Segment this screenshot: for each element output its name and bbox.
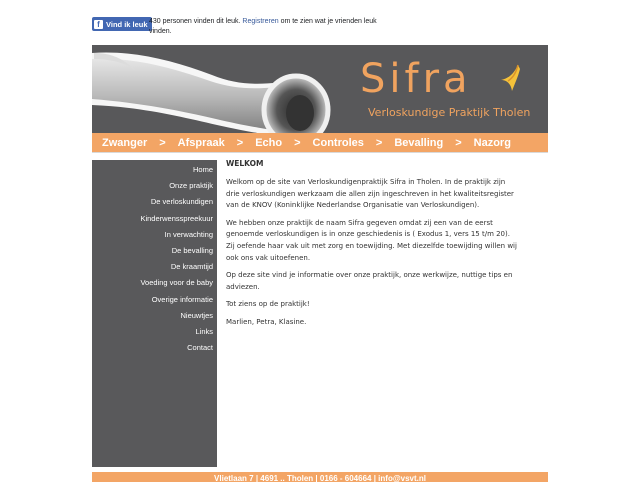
nav-item-nazorg[interactable]: Nazorg bbox=[473, 136, 511, 149]
header-banner bbox=[92, 45, 548, 133]
nav-item-bevalling[interactable]: Bevalling bbox=[394, 136, 444, 149]
sidebar-item-onze-praktijk[interactable]: Onze praktijk bbox=[169, 181, 213, 191]
sidebar-item-kinderwensspreekuur[interactable]: Kinderwensspreekuur bbox=[140, 213, 213, 223]
logo-subtitle: Verloskundige Praktijk Tholen bbox=[368, 106, 531, 119]
nav-separator: > bbox=[375, 136, 383, 149]
content-paragraph: Marlien, Petra, Klasine. bbox=[226, 317, 307, 326]
nav-item-zwanger[interactable]: Zwanger bbox=[102, 136, 148, 149]
footer bbox=[92, 472, 548, 482]
sidebar-item-links[interactable]: Links bbox=[195, 326, 213, 336]
sidebar-item-home[interactable]: Home bbox=[192, 165, 213, 174]
facebook-register-link[interactable]: Registreren bbox=[242, 18, 279, 25]
content-paragraph: Welkom op de site van Verloskundigenpraktijk Sifra in Tholen. In de praktijk zijn drie verloskundigen werkzaam die allen zijn ingeschreven in het kwaliteitsregister van de KNOV (Koninklijke Nederlandse Organisatie van Verloskundigen). bbox=[226, 178, 514, 210]
sidebar-item-in-verwachting[interactable]: In verwachting bbox=[164, 229, 213, 239]
facebook-like-text bbox=[149, 17, 379, 37]
nav-separator: > bbox=[294, 136, 301, 149]
horn-illustration bbox=[92, 45, 548, 133]
sidebar-item-contact[interactable]: Contact bbox=[187, 343, 213, 353]
footer-text: Vlietlaan 7 | 4691 .. Tholen | 0166 - 604664 | info@vsvt.nl bbox=[214, 474, 426, 482]
facebook-like-bar bbox=[92, 17, 392, 39]
nav-item-afspraak[interactable]: Afspraak bbox=[177, 136, 225, 149]
facebook-after-text: om te zien wat je vrienden leuk vinden. bbox=[149, 18, 377, 35]
sidebar-item-de-kraamtijd[interactable]: De kraamtijd bbox=[170, 262, 213, 272]
logo-text: Sifra bbox=[360, 56, 472, 102]
facebook-like-label: Vind ik leuk bbox=[106, 19, 148, 29]
sidebar-item-overige-informatie[interactable]: Overige informatie bbox=[151, 294, 213, 304]
nav-separator: > bbox=[455, 136, 462, 149]
nav-separator: > bbox=[159, 136, 166, 149]
facebook-count-text: 430 personen vinden dit leuk. bbox=[149, 18, 241, 25]
page-title: WELKOM bbox=[226, 159, 264, 168]
sidebar bbox=[92, 160, 217, 467]
facebook-like-button[interactable] bbox=[92, 17, 152, 31]
content-paragraph: We hebben onze praktijk de naam Sifra gegeven omdat zij een van de eerst genoemde verloskundigen is in onze geschiedenis is ( Exodus 1, vers 15 t/m 20). Zij oefende haar vak uit met zorg en toewijding. Met diezelfde toewijding willen wij ook ons vak uitoefenen. bbox=[226, 218, 517, 262]
nav-item-echo[interactable]: Echo bbox=[255, 136, 283, 149]
logo-leaf-icon bbox=[498, 63, 522, 93]
sidebar-item-nieuwtjes[interactable]: Nieuwtjes bbox=[180, 310, 213, 320]
sidebar-item-de-bevalling[interactable]: De bevalling bbox=[171, 245, 213, 255]
content-paragraph: Op deze site vind je informatie over onze praktijk, onze werkwijze, nuttige tips en adviezen. bbox=[226, 271, 513, 291]
nav-separator: > bbox=[236, 136, 244, 149]
content-paragraph: Tot ziens op de praktijk! bbox=[226, 300, 310, 309]
sidebar-item-voeding-voor-de-baby[interactable]: Voeding voor de baby bbox=[140, 278, 213, 288]
nav-divider bbox=[92, 152, 548, 153]
nav-item-controles[interactable]: Controles bbox=[312, 136, 364, 149]
main-nav bbox=[92, 133, 548, 152]
main-content bbox=[226, 158, 520, 335]
facebook-icon: f bbox=[94, 20, 103, 29]
sidebar-item-de-verloskundigen[interactable]: De verloskundigen bbox=[150, 197, 213, 207]
